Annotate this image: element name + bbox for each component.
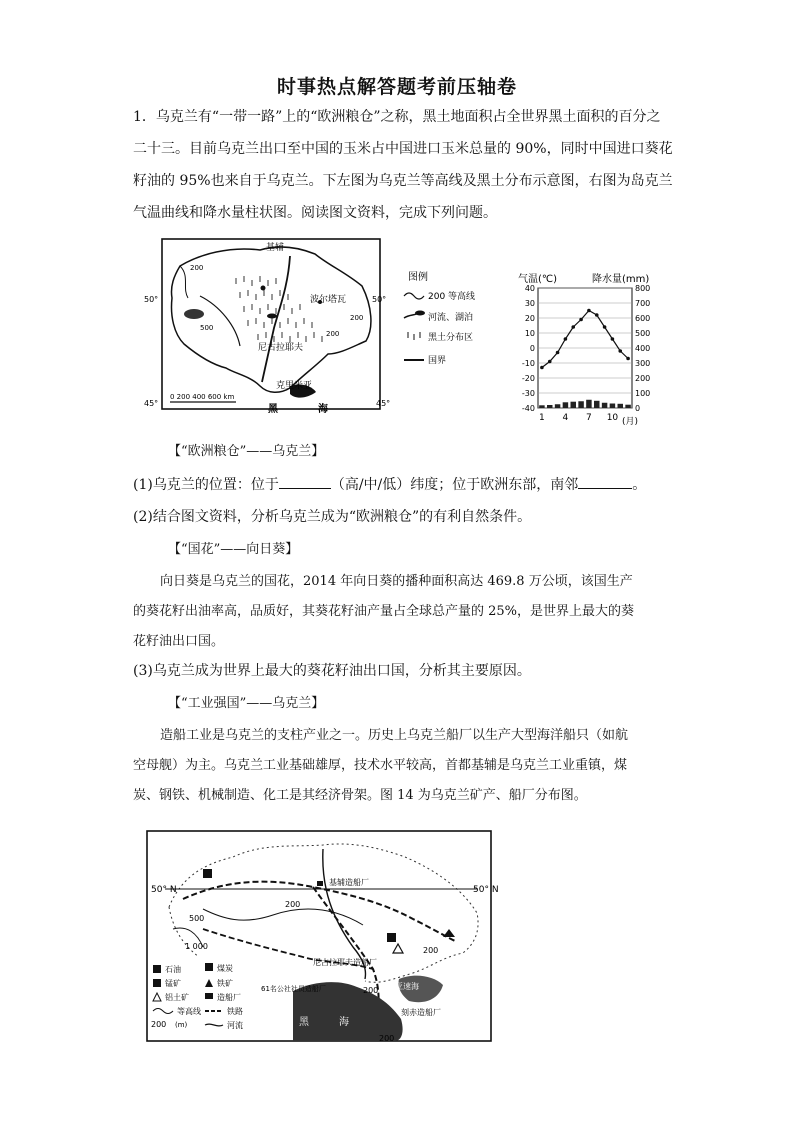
precipitation-bar bbox=[625, 405, 630, 408]
q1b: (2)结合图文资料，分析乌克兰成为“欧洲粮仓”的有利自然条件。 bbox=[133, 509, 532, 525]
map2-contour-2: 500 bbox=[189, 914, 205, 923]
right-tick-label: 0 bbox=[635, 404, 641, 413]
q1a-part-3: 。 bbox=[632, 477, 647, 493]
map2-legend-bauxite: 铝土矿 bbox=[165, 993, 189, 1002]
material3-line-2: 空母舰）为主。乌克兰工业基础雄厚，技术水平较高，首都基辅是乌克兰工业重镇，煤 bbox=[133, 758, 628, 773]
map1-legend bbox=[398, 268, 508, 378]
map2-legend-river: 河流 bbox=[227, 1021, 243, 1030]
q1a-part-2: （高/中/低）纬度；位于欧洲东部，南邻 bbox=[330, 477, 579, 493]
temperature-point bbox=[626, 357, 630, 361]
map2-legend-iron: 铁矿 bbox=[217, 979, 233, 988]
temperature-point bbox=[611, 337, 615, 341]
section-heading-2: 【“国花”——向日葵】 bbox=[168, 542, 299, 557]
right-tick-label: 700 bbox=[635, 299, 651, 308]
map2-legend-unit: (m) bbox=[175, 1021, 188, 1029]
x-tick-label: 7 bbox=[586, 413, 592, 423]
precipitation-bars bbox=[539, 400, 631, 408]
right-tick-label: 500 bbox=[635, 329, 651, 338]
material2-line-2: 的葵花籽出油率高，品质好，其葵花籽油产量占全球总产量的 25%，是世界上最大的葵 bbox=[133, 604, 635, 619]
map2-contour-6: 200 bbox=[379, 1034, 395, 1043]
temperature-point bbox=[564, 337, 568, 341]
map1-contour-2: 200 bbox=[326, 330, 340, 338]
material3-line-3: 炭、钢铁、机械制造、化工是其经济骨架。图 14 为乌克兰矿产、船厂分布图。 bbox=[133, 788, 587, 803]
map2-place-kerch-shipyard: 刻赤造船厂 bbox=[401, 1008, 441, 1017]
map1-legend-border: 国界 bbox=[428, 356, 447, 366]
x-tick-label: 4 bbox=[562, 413, 569, 423]
left-tick-label: 20 bbox=[524, 314, 535, 323]
map1-lat-2: 50° bbox=[372, 295, 387, 304]
map2-contour-4: 200 bbox=[423, 946, 439, 955]
q1a-part-1: (1)乌克兰的位置：位于 bbox=[133, 477, 279, 493]
map1-city-mykolaiv: 尼古拉耶夫 bbox=[258, 343, 304, 353]
precipitation-bar bbox=[571, 402, 576, 408]
map2-legend-oil: 石油 bbox=[165, 965, 181, 974]
precipitation-bar bbox=[618, 404, 623, 408]
ukraine-industry-map bbox=[143, 829, 499, 1045]
temperature-point bbox=[540, 366, 544, 370]
map1-sea-1: 黑 bbox=[268, 404, 278, 415]
chart-ticks-right bbox=[635, 284, 650, 413]
material2-line-1: 向日葵是乌克兰的国花，2014 年向日葵的播种面积高达 469.8 万公顷，该国生产 bbox=[160, 574, 633, 589]
map2-sea-1: 黑 bbox=[299, 1017, 309, 1028]
q1-line-3: 籽油的 95%也来自于乌克兰。下左图为乌克兰等高线及黑土分布示意图，右图为岛克兰 bbox=[133, 173, 673, 189]
q1-line-1: 1．乌克兰有“一带一路”上的“欧洲粮仓”之称，黑土地面积占全世界黑土面积的百分之 bbox=[133, 109, 661, 125]
q1-line-4: 气温曲线和降水量柱状图。阅读图文资料，完成下列问题。 bbox=[133, 205, 497, 221]
right-tick-label: 400 bbox=[635, 344, 651, 353]
material3-line-1: 造船工业是乌克兰的支柱产业之一。历史上乌克兰船厂以生产大型海洋船只（如航 bbox=[160, 728, 629, 743]
temperature-point bbox=[571, 325, 575, 329]
temperature-point bbox=[587, 309, 591, 313]
precipitation-bar bbox=[539, 405, 544, 408]
ukraine-blacksoil-map bbox=[140, 236, 390, 416]
left-tick-label: -40 bbox=[521, 404, 535, 413]
q1a-blank-1[interactable] bbox=[279, 474, 331, 489]
temperature-point bbox=[556, 351, 560, 355]
temperature-point bbox=[548, 360, 552, 364]
map1-lat-3: 45° bbox=[144, 399, 159, 408]
left-tick-label: -30 bbox=[521, 389, 535, 398]
map2-contour-3: 1 000 bbox=[185, 942, 208, 951]
map2-place-azov: 亚速海 bbox=[395, 982, 419, 991]
x-tick-label: 10 bbox=[606, 413, 619, 423]
chart-title-right: 降水量(mm) bbox=[592, 274, 650, 285]
left-tick-label: 0 bbox=[529, 344, 535, 353]
map2-place-61-shipyard: 61名公社社员造船厂 bbox=[261, 985, 326, 993]
precipitation-bar bbox=[610, 404, 615, 409]
left-tick-label: 40 bbox=[524, 284, 535, 293]
temperature-point bbox=[595, 313, 599, 317]
map2-contour-5: 200 bbox=[363, 986, 379, 995]
map1-scale: 0 200 400 600 km bbox=[170, 393, 235, 401]
coal-icon bbox=[203, 869, 212, 878]
map1-city-kyiv: 基辅 bbox=[266, 243, 285, 253]
chart-xlabel: (月) bbox=[622, 417, 639, 427]
precipitation-bar bbox=[578, 401, 583, 408]
map1-crimea: 克里米亚 bbox=[276, 381, 313, 391]
chart-xticks bbox=[539, 413, 618, 423]
precipitation-bar bbox=[602, 403, 607, 408]
chart-title-left: 气温(℃) bbox=[518, 274, 558, 285]
precipitation-bar bbox=[586, 400, 591, 408]
map2-place-mykolaiv-shipyard: 尼古拉耶夫造船厂 bbox=[313, 958, 377, 967]
map1-legend-blacksoil: 黑土分布区 bbox=[428, 333, 474, 343]
map2-legend-coal: 煤炭 bbox=[217, 964, 233, 973]
q1a-blank-2[interactable] bbox=[578, 474, 632, 489]
chart-ticks-left bbox=[522, 284, 535, 413]
map1-contour-3: 200 bbox=[350, 314, 364, 322]
right-tick-label: 300 bbox=[635, 359, 651, 368]
map2-lat-left: 50° N bbox=[151, 885, 177, 895]
shipyard-icon-kyiv bbox=[317, 881, 323, 886]
temperature-point bbox=[579, 318, 583, 322]
right-tick-label: 600 bbox=[635, 314, 651, 323]
map2-legend-shipyard: 造船厂 bbox=[217, 993, 241, 1002]
left-tick-label: 10 bbox=[524, 329, 535, 338]
right-tick-label: 800 bbox=[635, 284, 651, 293]
section-heading-3: 【“工业强国”——乌克兰】 bbox=[168, 696, 325, 711]
map2-legend-contour: 等高线 bbox=[177, 1007, 201, 1016]
map1-contour-4: 500 bbox=[200, 324, 214, 332]
left-tick-label: -10 bbox=[521, 359, 535, 368]
left-tick-label: -20 bbox=[521, 374, 535, 383]
map2-legend-railway: 铁路 bbox=[227, 1007, 243, 1016]
map1-lat-4: 45° bbox=[376, 399, 391, 408]
q3: (3)乌克兰成为世界上最大的葵花籽油出口国，分析其主要原因。 bbox=[133, 663, 531, 679]
temperature-point bbox=[618, 349, 622, 353]
page-title: 时事热点解答题考前压轴卷 bbox=[276, 76, 517, 98]
x-tick-label: 1 bbox=[539, 413, 545, 423]
precipitation-bar bbox=[563, 402, 568, 408]
q1a bbox=[133, 474, 646, 494]
map2-place-kyiv-shipyard: 基辅造船厂 bbox=[329, 878, 369, 887]
map2-lat-right: 50° N bbox=[473, 885, 499, 895]
precipitation-bar bbox=[594, 401, 599, 408]
map1-contour-1: 200 bbox=[190, 264, 204, 272]
map1-sea-2: 海 bbox=[318, 404, 328, 415]
map1-legend-river: 河流、湖泊 bbox=[428, 313, 474, 323]
right-tick-label: 200 bbox=[635, 374, 651, 383]
map1-legend-title: 图例 bbox=[408, 272, 428, 283]
temperature-curve bbox=[542, 311, 628, 368]
map1-legend-contour: 200 等高线 bbox=[428, 292, 476, 302]
map1-city-poltava: 波尔塔瓦 bbox=[310, 295, 347, 305]
map2-legend-manganese: 锰矿 bbox=[165, 979, 181, 988]
precipitation-bar bbox=[555, 404, 560, 408]
precipitation-bar bbox=[547, 405, 552, 408]
map2-legend-contour-value: 200 bbox=[151, 1020, 167, 1029]
material2-line-3: 花籽油出口国。 bbox=[133, 634, 225, 649]
temperature-point bbox=[603, 325, 607, 329]
map2-sea-2: 海 bbox=[339, 1017, 349, 1028]
left-tick-label: 30 bbox=[524, 299, 535, 308]
map1-lat-1: 50° bbox=[144, 295, 159, 304]
coal-icon-2 bbox=[387, 933, 396, 942]
climate-chart bbox=[508, 268, 668, 428]
q1-line-2: 二十三。目前乌克兰出口至中国的玉米占中国进口玉米总量的 90%，同时中国进口葵花 bbox=[133, 141, 673, 157]
right-tick-label: 100 bbox=[635, 389, 651, 398]
map2-contour-1: 200 bbox=[285, 900, 301, 909]
section-heading-1: 【“欧洲粮仓”——乌克兰】 bbox=[168, 444, 325, 459]
